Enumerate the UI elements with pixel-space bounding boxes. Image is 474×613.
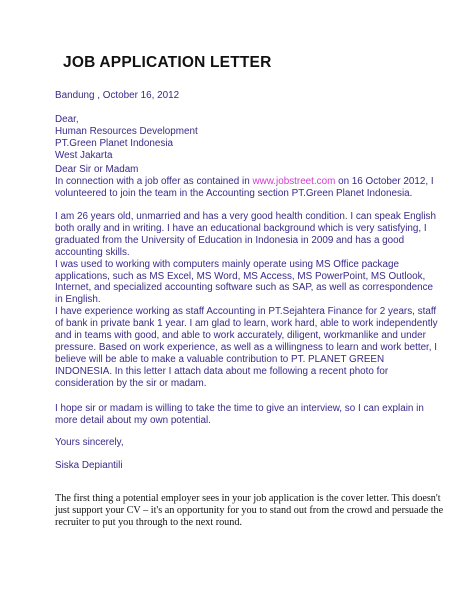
paragraph-line: both orally and in writing. I have an educational background which is very satisfying, I bbox=[55, 222, 427, 234]
intro-text: on 16 October 2012, I bbox=[335, 175, 434, 187]
recipient-line: PT.Green Planet Indonesia bbox=[55, 137, 174, 149]
page-title: JOB APPLICATION LETTER bbox=[63, 54, 272, 71]
salutation: Dear Sir or Madam bbox=[55, 164, 139, 175]
paragraph-line: of bank in private bank 1 year. I am glad to learn, work hard, able to work independently bbox=[55, 318, 438, 330]
recipient-line: Dear, bbox=[55, 114, 79, 125]
paragraph-line: consideration by the sir or madam. bbox=[55, 377, 207, 389]
paragraph-personal bbox=[55, 211, 445, 390]
paragraph-line: I have experience working as staff Accounting in PT.Sejahtera Finance for 2 years, staff bbox=[55, 306, 437, 318]
paragraph-line: INDONESIA. In this letter I attach data about me following a recent photo for bbox=[55, 365, 389, 377]
paragraph-line: in English. bbox=[55, 294, 101, 306]
signature bbox=[55, 460, 445, 472]
letter-date bbox=[55, 90, 445, 102]
signature-text: Siska Depiantili bbox=[55, 460, 123, 471]
recipient-line: Human Resources Development bbox=[55, 125, 198, 137]
paragraph-line: applications, such as MS Excel, MS Word, MS Access, MS PowerPoint, MS Outlook, bbox=[55, 270, 426, 282]
paragraph-line: Internet, and specialized accounting software such as SAP, as well as correspondence bbox=[55, 282, 434, 294]
paragraph-line: graduated from the University of Education in Indonesia in 2009 and has a good bbox=[55, 234, 405, 246]
signoff bbox=[55, 437, 445, 449]
footer-line: recruiter to put you through to the next round. bbox=[55, 517, 243, 529]
signoff-text: Yours sincerely, bbox=[55, 437, 124, 448]
intro-text: In connection with a job offer as contained in bbox=[55, 175, 253, 187]
paragraph-closing bbox=[55, 403, 445, 427]
paragraph-line: and in teams with good, and able to work accurately, diligent, workmanlike and under bbox=[55, 330, 426, 342]
paragraph-line: more detail about my own potential. bbox=[55, 414, 211, 426]
footer-note bbox=[55, 493, 455, 530]
paragraph-line: I was used to working with computers mainly operate using MS Office package bbox=[55, 258, 399, 270]
recipient-block bbox=[55, 114, 445, 162]
recipient-line: West Jakarta bbox=[55, 149, 113, 161]
paragraph-line: I hope sir or madam is willing to take the time to give an interview, so I can explain in bbox=[55, 403, 424, 414]
footer-line: The first thing a potential employer sees in your job application is the cover letter. This doesn't bbox=[55, 493, 441, 504]
paragraph-line: I am 26 years old, unmarried and has a very good health condition. I can speak English bbox=[55, 211, 436, 222]
paragraph-line: pressure. Based on work experience, as well as a willingness to learn and work better, I bbox=[55, 341, 438, 353]
intro-line bbox=[55, 176, 445, 188]
paragraph-line: accounting skills. bbox=[55, 246, 130, 258]
intro-line: volunteered to join the team in the Accounting section PT.Green Planet Indonesia. bbox=[55, 187, 413, 199]
jobstreet-link[interactable]: www.jobstreet.com bbox=[252, 175, 336, 187]
intro-block bbox=[55, 164, 445, 200]
footer-line: just support your CV – it's an opportunity for you to stand out from the crowd and persuade the bbox=[55, 505, 444, 517]
paragraph-line: believe will be able to make a valuable contribution to PT. PLANET GREEN bbox=[55, 353, 385, 365]
date-text: Bandung , October 16, 2012 bbox=[55, 90, 180, 101]
